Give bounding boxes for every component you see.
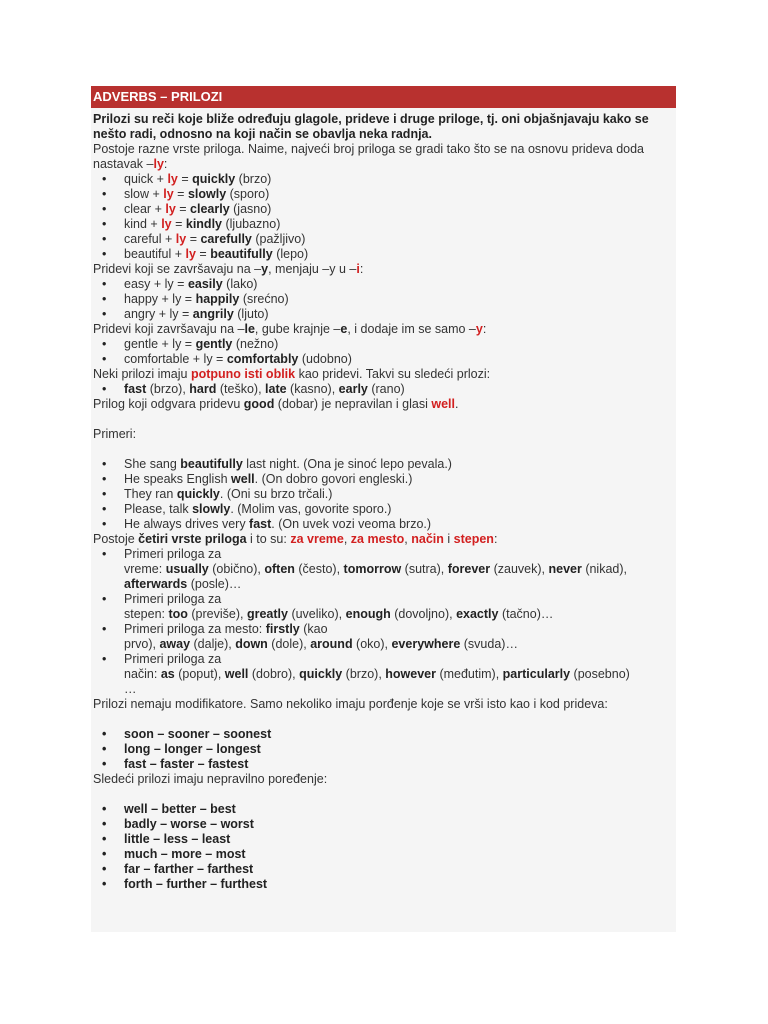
list-item: • He always drives very fast. (On uvek vozi veoma brzo.) xyxy=(93,517,674,532)
same-form-list xyxy=(93,382,674,397)
list-item: • much – more – most xyxy=(93,847,674,862)
intro-paragraph: Prilozi su reči koje bliže određuju glagole, prideve i druge priloge, tj. oni objašnjavaju kako se nešto radi, odnosno na koji način se obavlja neka radnja. xyxy=(93,112,649,141)
paragraph-four-kinds: Postoje četiri vrste priloga i to su: za vreme, za mesto, način i stepen: xyxy=(93,532,498,546)
paragraph-le-rule: Pridevi koji završavaju na –le, gube krajnje –e, i dodaje im se samo –y: xyxy=(93,322,487,336)
le-examples-list xyxy=(93,337,674,367)
list-item: • fast (brzo), hard (teško), late (kasno), early (rano) xyxy=(93,382,674,397)
paragraph-same-form: Neki prilozi imaju potpuno isti oblik kao pridevi. Takvi su sledeći prlozi: xyxy=(93,367,491,381)
list-item-stepen: • Primeri priloga za stepen: too (previše), greatly (uveliko), enough (dovoljno), exactly (tačno)… xyxy=(93,592,674,622)
list-item-mesto: • Primeri priloga za mesto: firstly (kao prvo), away (dalje), down (dole), around (oko), everywhere (svuda)… xyxy=(93,622,674,652)
ly-examples-list xyxy=(93,172,674,262)
list-item: • comfortable + ly = comfortably (udobno) xyxy=(93,352,674,367)
paragraph-irregular: Sledeći prilozi imaju nepravilno poređenje: xyxy=(93,772,328,786)
irregular-comparison-list xyxy=(93,802,674,892)
paragraph-y-rule: Pridevi koji se završavaju na –y, menjaju –y u –i: xyxy=(93,262,364,276)
paragraph-good-well: Prilog koji odgvara pridevu good (dobar) je nepravilan i glasi well. xyxy=(93,397,459,411)
list-item-vreme: • Primeri priloga za vreme: usually (obično), often (često), tomorrow (sutra), forever (zauvek), never (nikad), afterwards (posle)… xyxy=(93,547,674,592)
examples-list xyxy=(93,457,674,532)
y-examples-list xyxy=(93,277,674,322)
list-item: • clear + ly = clearly (jasno) xyxy=(93,202,674,217)
adverb-kinds-list xyxy=(93,547,674,697)
document-content xyxy=(91,108,676,892)
paragraph-ly-rule: Postoje razne vrste priloga. Naime, najveći broj priloga se gradi tako što se na osnovu prideva doda nastavak –ly: xyxy=(93,142,645,171)
list-item-nacin: • Primeri priloga za način: as (poput), well (dobro), quickly (brzo), however (međutim), particularly (posebno) … xyxy=(93,652,674,697)
list-item: • badly – worse – worst xyxy=(93,817,674,832)
list-item: • long – longer – longest xyxy=(93,742,674,757)
list-item: • They ran quickly. (Oni su brzo trčali.) xyxy=(93,487,674,502)
section-header: ADVERBS – PRILOZI xyxy=(91,86,676,108)
list-item: • Please, talk slowly. (Molim vas, govorite sporo.) xyxy=(93,502,674,517)
list-item: • happy + ly = happily (srećno) xyxy=(93,292,674,307)
examples-label: Primeri: xyxy=(93,427,137,441)
list-item: • fast – faster – fastest xyxy=(93,757,674,772)
list-item: • He speaks English well. (On dobro govori engleski.) xyxy=(93,472,674,487)
list-item: • kind + ly = kindly (ljubazno) xyxy=(93,217,674,232)
list-item: • careful + ly = carefully (pažljivo) xyxy=(93,232,674,247)
regular-comparison-list xyxy=(93,727,674,772)
list-item: • angry + ly = angrily (ljuto) xyxy=(93,307,674,322)
list-item: • forth – further – furthest xyxy=(93,877,674,892)
list-item: • quick + ly = quickly (brzo) xyxy=(93,172,674,187)
list-item: • beautiful + ly = beautifully (lepo) xyxy=(93,247,674,262)
list-item: • far – farther – farthest xyxy=(93,862,674,877)
list-item: • gentle + ly = gently (nežno) xyxy=(93,337,674,352)
document-page xyxy=(91,86,676,932)
list-item: • She sang beautifully last night. (Ona je sinoć lepo pevala.) xyxy=(93,457,674,472)
list-item: • slow + ly = slowly (sporo) xyxy=(93,187,674,202)
list-item: • little – less – least xyxy=(93,832,674,847)
list-item: • easy + ly = easily (lako) xyxy=(93,277,674,292)
list-item: • well – better – best xyxy=(93,802,674,817)
paragraph-comparison: Prilozi nemaju modifikatore. Samo nekoliko imaju porđenje koje se vrši isto kao i kod prideva: xyxy=(93,697,608,711)
list-item: • soon – sooner – soonest xyxy=(93,727,674,742)
